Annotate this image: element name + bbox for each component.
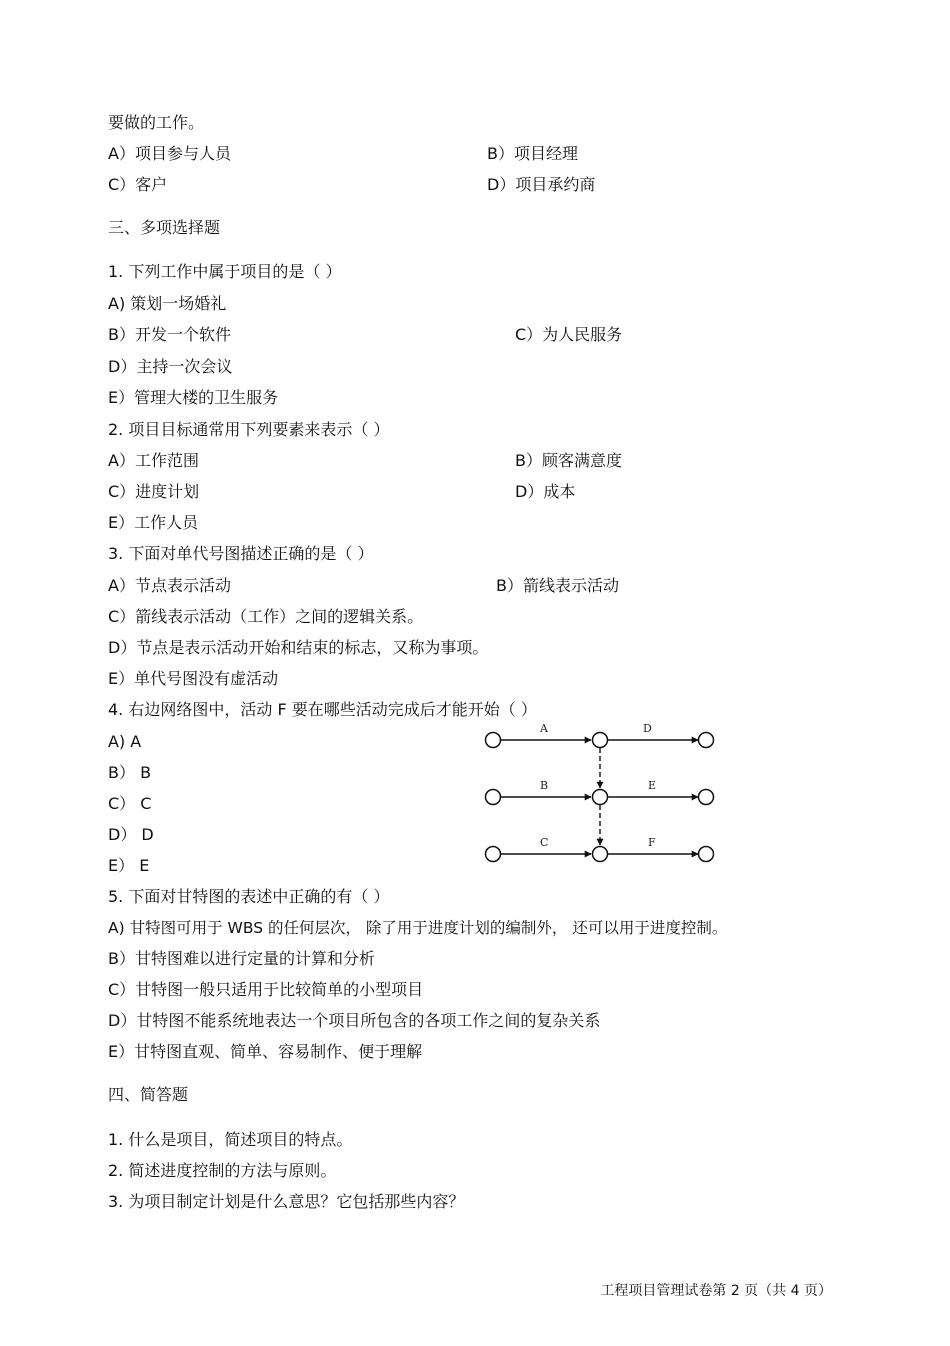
- node: [593, 790, 608, 805]
- activity-e-label: E: [648, 779, 657, 792]
- option-e: E）管理大楼的卫生服务: [108, 388, 279, 407]
- option-d: D）成本: [515, 482, 576, 501]
- option-e: E）单代号图没有虚活动: [108, 669, 279, 688]
- question-stem: 2. 项目目标通常用下列要素来表示（ ）: [108, 420, 390, 439]
- option-a: A) 策划一场婚礼: [108, 294, 227, 313]
- section-heading-short-answer: 四、简答题: [108, 1085, 189, 1104]
- node: [486, 733, 501, 748]
- network-diagram: [480, 720, 730, 870]
- section-heading-multiple-choice: 三、多项选择题: [108, 218, 221, 237]
- option-e: E）甘特图直观、简单、容易制作、便于理解: [108, 1042, 423, 1061]
- option-d: D）甘特图不能系统地表达一个项目所包含的各项工作之间的复杂关系: [108, 1011, 601, 1030]
- option-a: A) 甘特图可用于 WBS 的任何层次， 除了用于进度计划的编制外， 还可以用于进度控制。: [108, 919, 728, 937]
- option-b: B）甘特图难以进行定量的计算和分析: [108, 949, 375, 968]
- question-stem: 3. 下面对单代号图描述正确的是（ ）: [108, 544, 374, 563]
- option-a: A）工作范围: [108, 451, 199, 470]
- option-e: E）工作人员: [108, 513, 199, 532]
- node: [593, 733, 608, 748]
- activity-f-label: F: [648, 836, 656, 849]
- question-continuation: 要做的工作。: [108, 113, 205, 132]
- short-answer-question: 2. 简述进度控制的方法与原则。: [108, 1161, 337, 1180]
- option-e: E） E: [108, 856, 150, 875]
- option-c: C）箭线表示活动（工作）之间的逻辑关系。: [108, 607, 424, 626]
- option-a: A）节点表示活动: [108, 576, 231, 595]
- option-b: B）开发一个软件: [108, 325, 231, 344]
- option-c: C）为人民服务: [515, 325, 623, 344]
- question-stem: 5. 下面对甘特图的表述中正确的有（ ）: [108, 887, 390, 906]
- activity-b-label: B: [540, 779, 549, 792]
- node: [486, 847, 501, 862]
- activity-d-label: D: [643, 722, 652, 735]
- short-answer-question: 1. 什么是项目，简述项目的特点。: [108, 1130, 353, 1149]
- option-a: A) A: [108, 732, 142, 751]
- option-d: D）节点是表示活动开始和结束的标志，又称为事项。: [108, 638, 489, 657]
- option-a: A）项目参与人员: [108, 144, 231, 163]
- node: [699, 733, 714, 748]
- option-b: B）顾客满意度: [515, 451, 622, 470]
- option-c: C）进度计划: [108, 482, 200, 501]
- node: [593, 847, 608, 862]
- option-b: B）箭线表示活动: [496, 576, 619, 595]
- option-d: D）项目承约商: [487, 175, 596, 194]
- node: [699, 790, 714, 805]
- page-footer: 工程项目管理试卷第 2 页（共 4 页）: [600, 1283, 832, 1299]
- option-d: D）主持一次会议: [108, 357, 233, 376]
- question-stem: 4. 右边网络图中，活动 F 要在哪些活动完成后才能开始（ ）: [108, 700, 537, 719]
- activity-a-label: A: [540, 722, 548, 735]
- option-d: D） D: [108, 825, 154, 844]
- node: [699, 847, 714, 862]
- option-c: C）甘特图一般只适用于比较简单的小型项目: [108, 980, 424, 999]
- option-b: B） B: [108, 763, 152, 782]
- option-b: B）项目经理: [487, 144, 578, 163]
- question-stem: 1. 下列工作中属于项目的是（ ）: [108, 262, 342, 281]
- option-c: C） C: [108, 794, 152, 813]
- node: [486, 790, 501, 805]
- activity-c-label: C: [540, 836, 549, 849]
- option-c: C）客户: [108, 175, 168, 194]
- short-answer-question: 3. 为项目制定计划是什么意思？它包括那些内容？: [108, 1192, 465, 1211]
